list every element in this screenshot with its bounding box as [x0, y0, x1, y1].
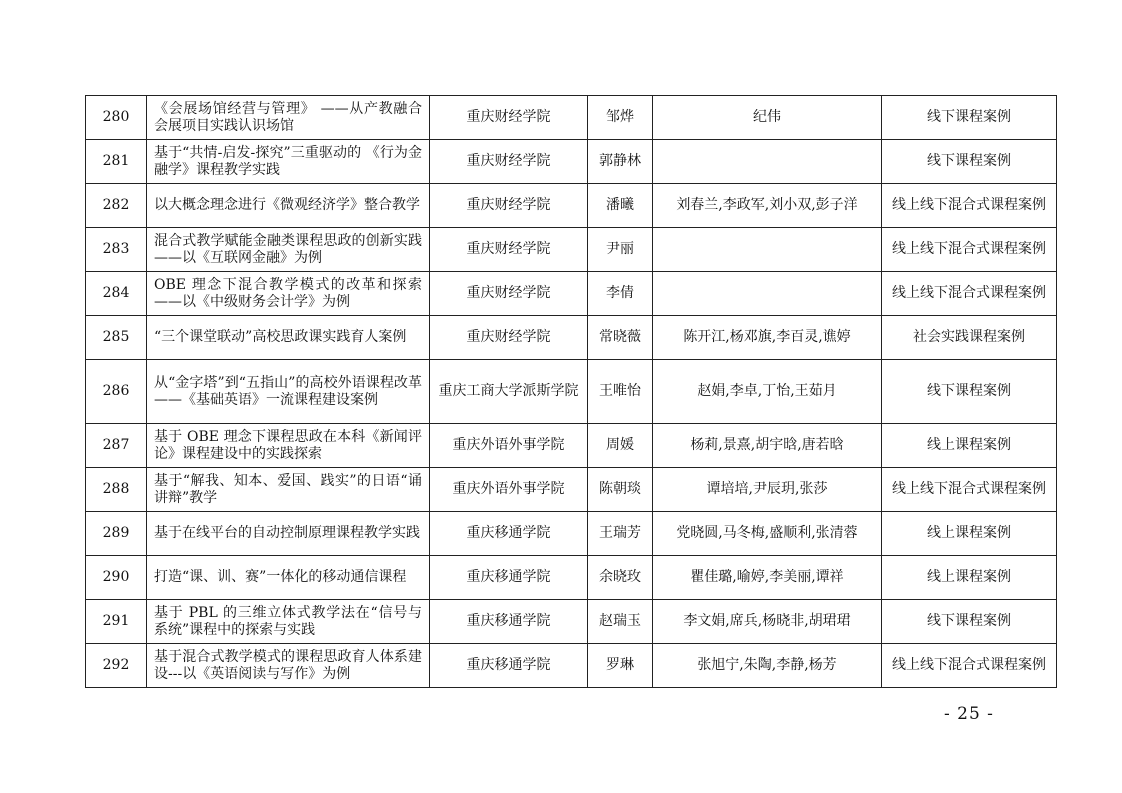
lead-person-cell: 陈朝琰 — [588, 468, 653, 512]
row-number-cell: 284 — [86, 272, 147, 316]
case-title-cell: 从“金字塔”到“五指山”的高校外语课程改革 ——《基础英语》一流课程建设案例 — [147, 360, 430, 424]
team-members-cell — [653, 228, 882, 272]
case-type-cell: 线上线下混合式课程案例 — [882, 184, 1057, 228]
row-number-cell: 281 — [86, 140, 147, 184]
team-members-cell — [653, 272, 882, 316]
table-row — [86, 360, 1057, 424]
lead-person-cell: 罗琳 — [588, 644, 653, 688]
row-number-cell: 289 — [86, 512, 147, 556]
table-body — [86, 96, 1057, 688]
lead-person-cell: 余晓玫 — [588, 556, 653, 600]
school-cell: 重庆移通学院 — [430, 644, 588, 688]
school-cell: 重庆移通学院 — [430, 512, 588, 556]
team-members-cell: 瞿佳璐,喻婷,李美丽,谭祥 — [653, 556, 882, 600]
case-type-cell: 线下课程案例 — [882, 96, 1057, 140]
row-number-cell: 290 — [86, 556, 147, 600]
team-members-cell — [653, 140, 882, 184]
case-title-cell: 《会展场馆经营与管理》 ——从产教融合会展项目实践认识场馆 — [147, 96, 430, 140]
case-title-cell: OBE 理念下混合教学模式的改革和探索——以《中级财务会计学》为例 — [147, 272, 430, 316]
row-number-cell: 292 — [86, 644, 147, 688]
lead-person-cell: 潘曦 — [588, 184, 653, 228]
case-title-cell: 基于 PBL 的三维立体式教学法在“信号与系统”课程中的探索与实践 — [147, 600, 430, 644]
school-cell: 重庆财经学院 — [430, 140, 588, 184]
case-title-cell: 基于“解我、知本、爱国、践实”的日语“诵讲辩”教学 — [147, 468, 430, 512]
row-number-cell: 285 — [86, 316, 147, 360]
school-cell: 重庆财经学院 — [430, 272, 588, 316]
case-type-cell: 线上课程案例 — [882, 424, 1057, 468]
lead-person-cell: 邹烨 — [588, 96, 653, 140]
school-cell: 重庆财经学院 — [430, 228, 588, 272]
team-members-cell: 张旭宁,朱陶,李静,杨芳 — [653, 644, 882, 688]
case-type-cell: 线上课程案例 — [882, 512, 1057, 556]
case-title-cell: 基于“共情-启发-探究”三重驱动的 《行为金融学》课程教学实践 — [147, 140, 430, 184]
lead-person-cell: 王唯怡 — [588, 360, 653, 424]
row-number-cell: 286 — [86, 360, 147, 424]
table-row — [86, 184, 1057, 228]
table-row — [86, 644, 1057, 688]
case-type-cell: 线下课程案例 — [882, 360, 1057, 424]
lead-person-cell: 周媛 — [588, 424, 653, 468]
case-type-cell: 线上线下混合式课程案例 — [882, 228, 1057, 272]
case-title-cell: 基于 OBE 理念下课程思政在本科《新闻评论》课程建设中的实践探索 — [147, 424, 430, 468]
team-members-cell: 李文娟,席兵,杨晓非,胡珺珺 — [653, 600, 882, 644]
case-type-cell: 线上课程案例 — [882, 556, 1057, 600]
case-title-cell: “三个课堂联动”高校思政课实践育人案例 — [147, 316, 430, 360]
table-row — [86, 228, 1057, 272]
table-row — [86, 556, 1057, 600]
lead-person-cell: 尹丽 — [588, 228, 653, 272]
case-title-cell: 以大概念理念进行《微观经济学》整合教学 — [147, 184, 430, 228]
school-cell: 重庆外语外事学院 — [430, 424, 588, 468]
row-number-cell: 280 — [86, 96, 147, 140]
table-row — [86, 96, 1057, 140]
row-number-cell: 287 — [86, 424, 147, 468]
team-members-cell: 杨莉,景熹,胡宇晗,唐若晗 — [653, 424, 882, 468]
lead-person-cell: 王瑞芳 — [588, 512, 653, 556]
school-cell: 重庆移通学院 — [430, 600, 588, 644]
row-number-cell: 282 — [86, 184, 147, 228]
school-cell: 重庆移通学院 — [430, 556, 588, 600]
team-members-cell: 刘春兰,李政军,刘小双,彭子洋 — [653, 184, 882, 228]
school-cell: 重庆工商大学派斯学院 — [430, 360, 588, 424]
page-number: - 25 - — [944, 704, 994, 724]
table-row — [86, 600, 1057, 644]
row-number-cell: 283 — [86, 228, 147, 272]
case-type-cell: 线下课程案例 — [882, 600, 1057, 644]
case-type-cell: 线上线下混合式课程案例 — [882, 644, 1057, 688]
cases-table — [85, 95, 1057, 688]
case-title-cell: 混合式教学赋能金融类课程思政的创新实践——以《互联网金融》为例 — [147, 228, 430, 272]
team-members-cell: 赵娟,李卓,丁怡,王茹月 — [653, 360, 882, 424]
team-members-cell: 纪伟 — [653, 96, 882, 140]
team-members-cell: 党晓圆,马冬梅,盛顺利,张清蓉 — [653, 512, 882, 556]
case-title-cell: 基于混合式教学模式的课程思政育人体系建设---以《英语阅读与写作》为例 — [147, 644, 430, 688]
table-row — [86, 272, 1057, 316]
lead-person-cell: 常晓薇 — [588, 316, 653, 360]
row-number-cell: 291 — [86, 600, 147, 644]
school-cell: 重庆财经学院 — [430, 316, 588, 360]
table-row — [86, 140, 1057, 184]
team-members-cell: 谭培培,尹辰玥,张莎 — [653, 468, 882, 512]
school-cell: 重庆财经学院 — [430, 184, 588, 228]
table-row — [86, 424, 1057, 468]
case-title-cell: 打造“课、训、赛”一体化的移动通信课程 — [147, 556, 430, 600]
school-cell: 重庆外语外事学院 — [430, 468, 588, 512]
row-number-cell: 288 — [86, 468, 147, 512]
team-members-cell: 陈开江,杨邓旗,李百灵,谯婷 — [653, 316, 882, 360]
table-row — [86, 316, 1057, 360]
case-title-cell: 基于在线平台的自动控制原理课程教学实践 — [147, 512, 430, 556]
table-row — [86, 512, 1057, 556]
case-type-cell: 线下课程案例 — [882, 140, 1057, 184]
case-type-cell: 线上线下混合式课程案例 — [882, 468, 1057, 512]
lead-person-cell: 赵瑞玉 — [588, 600, 653, 644]
lead-person-cell: 李倩 — [588, 272, 653, 316]
case-type-cell: 线上线下混合式课程案例 — [882, 272, 1057, 316]
case-type-cell: 社会实践课程案例 — [882, 316, 1057, 360]
table-row — [86, 468, 1057, 512]
lead-person-cell: 郭静林 — [588, 140, 653, 184]
school-cell: 重庆财经学院 — [430, 96, 588, 140]
